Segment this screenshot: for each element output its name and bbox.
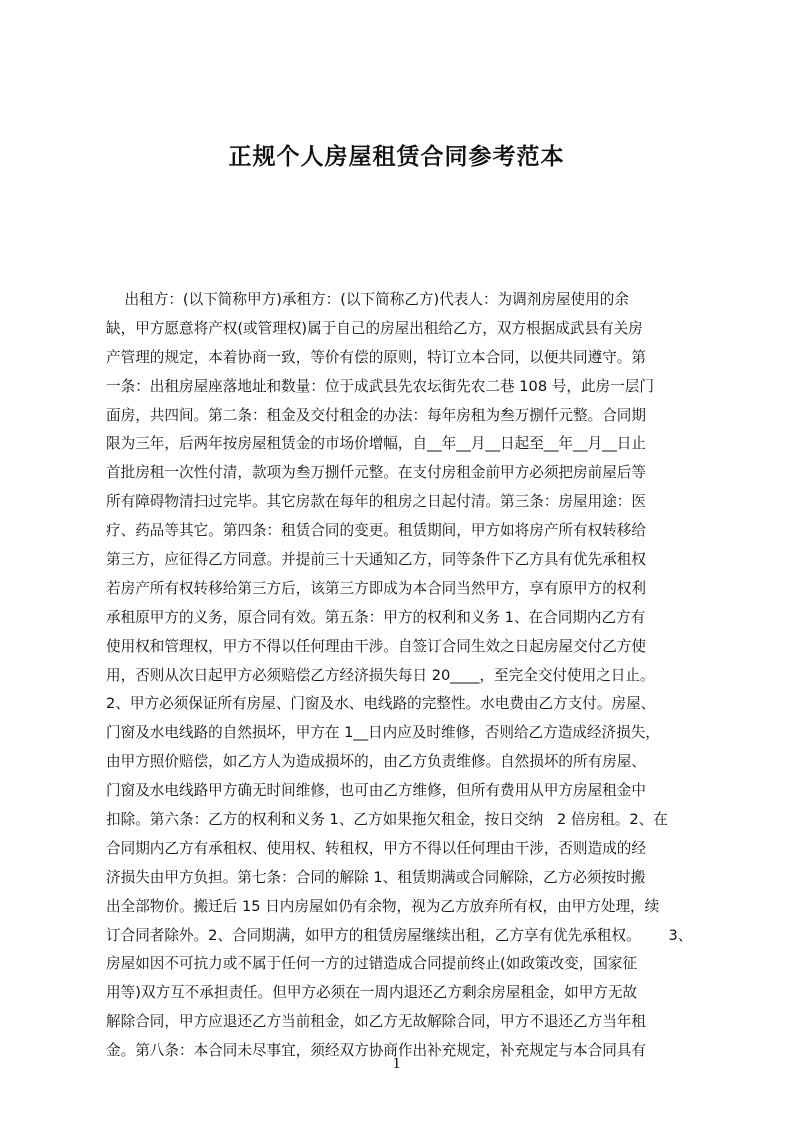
body-line: 扣除。第六条：乙方的权利和义务 1、乙方如果拖欠租金，按日交纳 2 倍房租。2、在 [106, 811, 668, 829]
page-number: 1 [392, 1055, 401, 1072]
body-line: 2、甲方必须保证所有房屋、门窗及水、电线路的完整性。水电费由乙方支付。房屋、 [106, 695, 656, 713]
body-line: 出租方：(以下简称甲方)承租方：(以下简称乙方)代表人：为调剂房屋使用的余 [106, 291, 629, 308]
body-line: 订合同者除外。2、合同期满，如甲方的租赁房屋继续出租，乙方享有优先承租权。 3、 [106, 926, 693, 944]
body-line: 所有障碍物清扫过完毕。其它房款在每年的租房之日起付清。第三条：房屋用途：医 [106, 493, 646, 511]
contract-body [106, 286, 700, 1060]
body-line: 承租原甲方的义务，原合同有效。第五条：甲方的权利和义务 1、在合同期内乙方有 [106, 608, 646, 626]
body-line: 用等)双方互不承担责任。但甲方必须在一周内退还乙方剩余房屋租金，如甲方无故 [106, 984, 638, 1002]
document-title: 正规个人房屋租赁合同参考范本 [228, 144, 565, 170]
body-line: 第三方，应征得乙方同意。并提前三十天通知乙方，同等条件下乙方具有优先承租权 [106, 551, 646, 569]
body-line: 由甲方照价赔偿，如乙方人为造成损坏的，由乙方负责维修。自然损坏的所有房屋、 [106, 753, 646, 771]
body-line: 限为三年，后两年按房屋租赁金的市场价增幅，自__年__月__日起至__年__月__日止 [106, 435, 646, 453]
body-line: 疗、药品等其它。第四条：租赁合同的变更。租赁期间，甲方如将房产所有权转移给 [106, 522, 646, 540]
body-line: 解除合同，甲方应退还乙方当前租金，如乙方无故解除合同，甲方不退还乙方当年租 [106, 1013, 646, 1031]
body-line: 金。第八条：本合同未尽事宜，须经双方协商作出补充规定，补充规定与本合同具有 [106, 1042, 646, 1060]
body-line: 面房，共四间。第二条：租金及交付租金的办法：每年房租为叁万捌仟元整。合同期 [106, 406, 646, 424]
body-line: 门窗及水电线路的自然损坏，甲方在 1__日内应及时维修，否则给乙方造成经济损失， [106, 724, 660, 742]
body-line: 首批房租一次性付清，款项为叁万捌仟元整。在支付房租金前甲方必须把房前屋后等 [106, 464, 646, 482]
body-line: 出全部物价。搬迁后 15 日内房屋如仍有余物，视为乙方放弃所有权，由甲方处理，续 [106, 897, 660, 915]
body-line: 门窗及水电线路甲方确无时间维修，也可由乙方维修，但所有费用从甲方房屋租金中 [106, 782, 646, 800]
body-line: 用，否则从次日起甲方必须赔偿乙方经济损失每日 20____，至完全交付使用之日止。 [106, 666, 655, 684]
body-line: 一条：出租房屋座落地址和数量：位于成武县先农坛街先农二巷 108 号，此房一层门 [106, 377, 654, 395]
body-line: 使用权和管理权，甲方不得以任何理由干涉。自签订合同生效之日起房屋交付乙方使 [106, 637, 646, 655]
body-line: 若房产所有权转移给第三方后，该第三方即成为本合同当然甲方，享有原甲方的权利 [106, 579, 646, 597]
body-line: 房屋如因不可抗力或不属于任何一方的过错造成合同提前终止(如政策改变，国家征 [106, 955, 638, 973]
body-line: 产管理的规定，本着协商一致，等价有偿的原则，特订立本合同，以便共同遵守。第 [106, 348, 646, 366]
body-line: 缺，甲方愿意将产权(或管理权)属于自己的房屋出租给乙方，双方根据成武县有关房 [106, 319, 643, 337]
body-line: 济损失由甲方负担。第七条：合同的解除 1、租赁期满或合同解除，乙方必须按时搬 [106, 868, 646, 886]
body-line: 合同期内乙方有承租权、使用权、转租权，甲方不得以任何理由干涉，否则造成的经 [106, 839, 646, 857]
